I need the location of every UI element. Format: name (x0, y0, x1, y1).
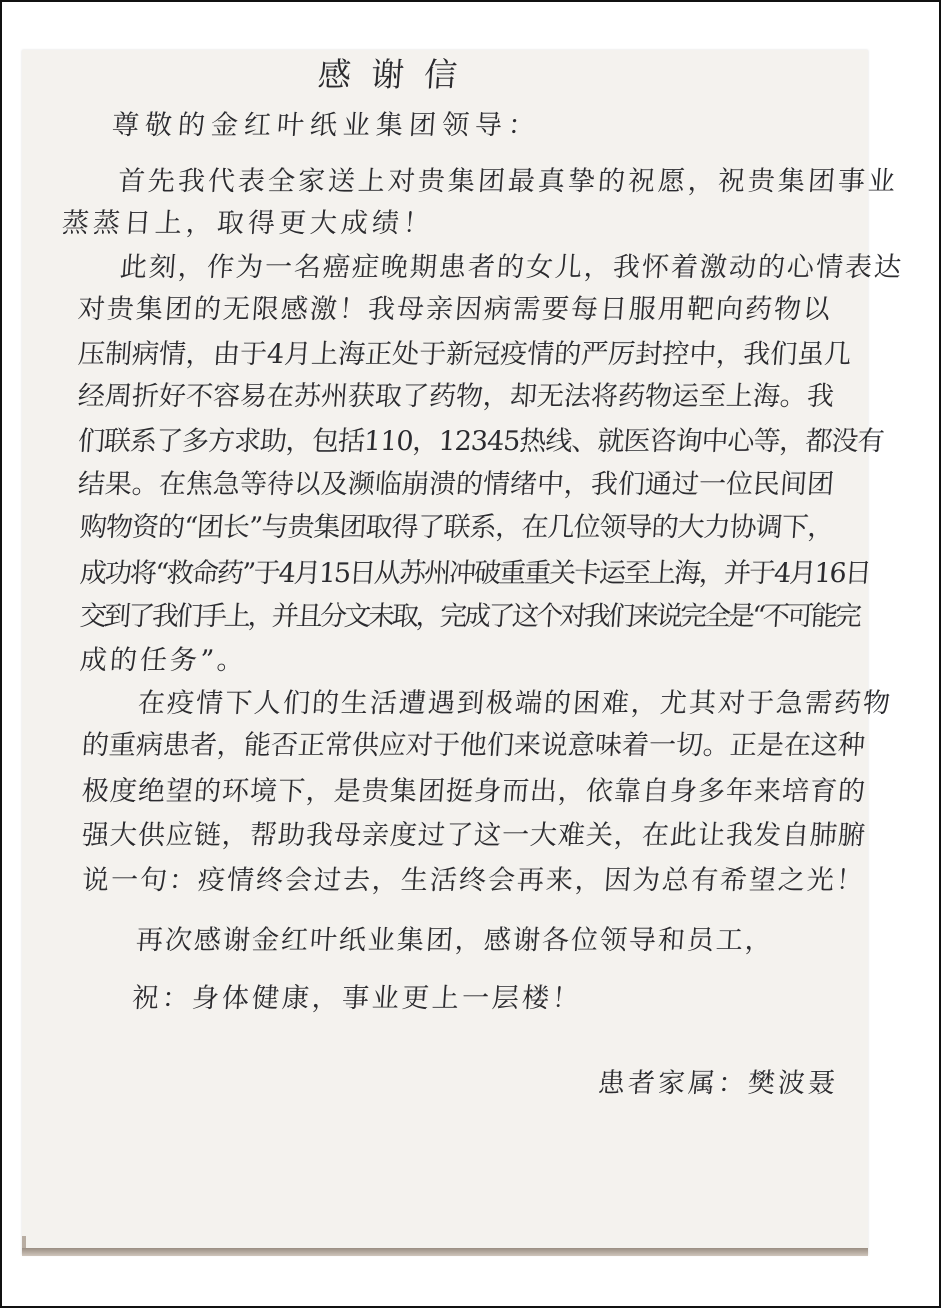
closing-thanks: 再次感谢金红叶纸业集团，感谢各位领导和员工， (134, 925, 776, 956)
closing-wish: 祝：身体健康，事业更上一层楼！ (130, 983, 584, 1014)
paragraph2-line: 们联系了多方求助，包括110，12345热线、就医咨询中心等，都没有 (76, 426, 885, 457)
paragraph3-line: 强大供应链，帮助我母亲度过了这一大难关，在此让我发自肺腑 (80, 820, 868, 851)
paragraph2-line: 压制病情，由于4月上海正处于新冠疫情的严厉封控中，我们虽几 (76, 339, 853, 370)
paragraph3-line: 的重病患者，能否正常供应对于他们来说意味着一切。正是在这种 (80, 730, 867, 761)
paragraph3-line: 说一句：疫情终会过去，生活终会再来，因为总有希望之光！ (80, 865, 867, 896)
letter-title: 感谢信 (316, 55, 479, 94)
paragraph2-line: 此刻，作为一名癌症晚期患者的女儿，我怀着激动的心情表达 (118, 252, 905, 283)
paper-bottom-edge (22, 1248, 868, 1256)
paragraph2-line: 成功将“救命药”于4月15日从苏州冲破重重关卡运至上海，并于4月16日 (78, 558, 871, 589)
paragraph1-line: 首先我代表全家送上对贵集团最真挚的祝愿，祝贵集团事业 (116, 166, 900, 197)
letter-salutation: 尊敬的金红叶纸业集团领导： (110, 110, 543, 141)
paragraph2-line: 结果。在焦急等待以及濒临崩溃的情绪中，我们通过一位民间团 (76, 469, 836, 500)
paragraph1-line: 蒸蒸日上，取得更大成绩！ (60, 208, 436, 239)
paragraph2-line: 成的任务”。 (78, 645, 248, 676)
paragraph2-line: 购物资的“团长”与贵集团取得了联系，在几位领导的大力协调下， (78, 512, 835, 543)
paragraph2-line: 对贵集团的无限感激！我母亲因病需要每日服用靶向药物以 (76, 294, 834, 325)
paragraph2-line: 经周折好不容易在苏州获取了药物，却无法将药物运至上海。我 (76, 381, 836, 412)
signature: 患者家属：樊波聂 (596, 1068, 840, 1099)
paragraph2-line: 交到了我们手上，并且分文未取，完成了这个对我们来说完全是“不可能完 (78, 601, 860, 632)
paragraph3-line: 极度绝望的环境下，是贵集团挺身而出，依靠自身多年来培育的 (80, 776, 868, 807)
paragraph3-line: 在疫情下人们的生活遭遇到极端的困难，尤其对于急需药物 (136, 688, 894, 719)
